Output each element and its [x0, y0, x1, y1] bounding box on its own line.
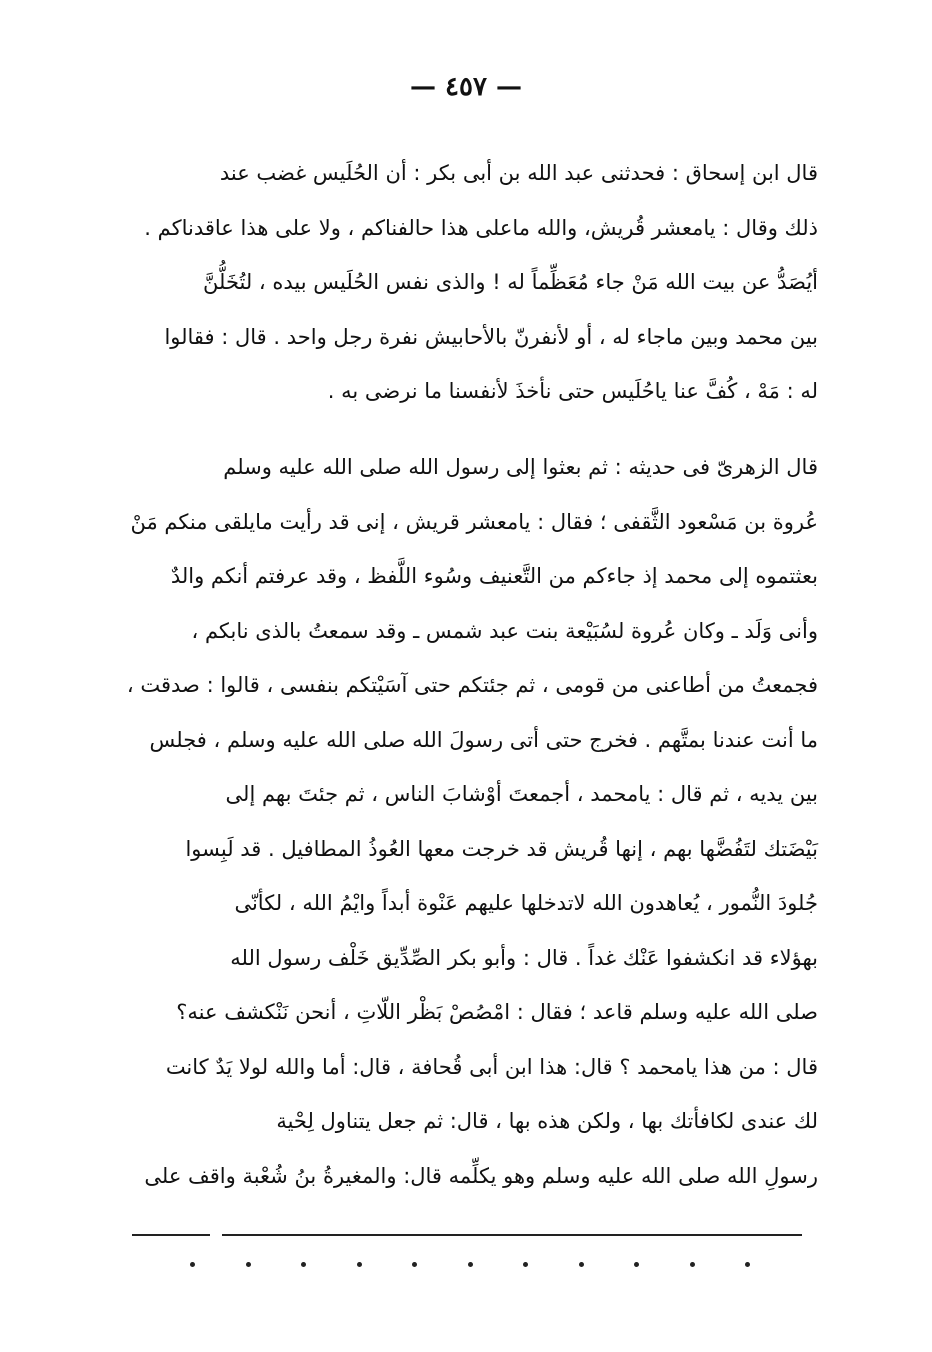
text-line: قال : من هذا يامحمد ؟ قال: هذا ابن أبى قُحافة ، قال: أما والله لولا يَدٌ كانت	[165, 1054, 818, 1079]
text-line: فجمعتُ من أطاعنى من قومى ، ثم جئتكم حتى آسَيْتكم بنفسى ، قالوا : صدقت ،	[126, 673, 818, 697]
footer-dot	[579, 1262, 584, 1267]
text-line: ما أنت عندنا بمتَّهم . فخرج حتى أتى رسولَ الله صلى الله عليه وسلم ، فجلس	[149, 727, 818, 752]
text-line: بهؤلاء قد انكشفوا عَنْك غداً . قال : وأبو بكر الصِّدِّيق خَلْف رسول الله	[230, 945, 818, 970]
footer-dots	[190, 1262, 750, 1267]
text-line: رسولِ الله صلى الله عليه وسلم وهو يكلِّمه قال: والمغيرةُ بنُ شُعْبة واقف على	[144, 1163, 818, 1188]
text-line: صلى الله عليه وسلم قاعد ؛ فقال : امْصُصْ بَظْر اللّاتِ ، أنحن نَنْكشف عنه؟	[176, 1000, 818, 1024]
text-line: ذلك وقال : يامعشر قُريش، والله ماعلى هذا حالفناكم ، ولا على هذا عاقدناكم .	[144, 215, 818, 240]
text-line: قال الزهرىّ فى حديثه : ثم بعثوا إلى رسول الله صلى الله عليه وسلم	[223, 455, 818, 479]
text-line: بعثتموه إلى محمد إذ جاءكم من التَّعنيف وسُوء اللَّفظ ، وقد عرفتم أنكم والدٌ	[170, 564, 818, 588]
footer-dot	[412, 1262, 417, 1267]
text-line: بين محمد وبين ماجاء له ، أو لأنفرنّ بالأحابيش نفرة رجل واحد . قال : فقالوا	[164, 324, 818, 349]
footer-dot	[246, 1262, 251, 1267]
footer-dot	[634, 1262, 639, 1267]
footer-rule	[222, 1234, 802, 1236]
footer-dot	[468, 1262, 473, 1267]
footer-dot	[301, 1262, 306, 1267]
text-line: وأنى وَلَد ـ وكان عُروة لسُبَيْعة بنت عبد شمس ـ وقد سمعتُ بالذى نابكم ،	[191, 618, 818, 643]
text-line: عُروة بن مَسْعود الثَّقفى ؛ فقال : يامعشر قريش ، إنى قد رأيت مايلقى منكم مَنْ	[130, 509, 818, 534]
text-line: جُلودَ النُّمور ، يُعاهدون الله لاتدخلها عليهم عَنْوة أبداً وايْمُ الله ، لكأنّى	[234, 891, 818, 915]
paragraph-hulays	[118, 146, 818, 419]
text-line: قال ابن إسحاق : فحدثنى عبد الله بن أبى بكر : أن الحُلَيس غضب عند	[219, 161, 818, 185]
text-line: بَيْضَتك لتَفُضَّها بهم ، إنها قُريش قد خرجت معها العُوذُ المطافيل . قد لَبِسوا	[185, 836, 818, 861]
paragraph-urwa	[118, 440, 818, 1203]
footer-dot	[357, 1262, 362, 1267]
text-line: أيُصَدُّ عن بيت الله مَنْ جاء مُعَظِّماً له ! والذى نفس الحُلَيس بيده ، لتُخَلُّنَّ	[203, 270, 818, 294]
text-line: لك عندى لكافأتك بها ، ولكن هذه بها ، قال: ثم جعل يتناول لِحْية	[276, 1109, 818, 1133]
footer-dot	[190, 1262, 195, 1267]
page-number: — ٤٥٧ —	[409, 72, 523, 102]
footer-dot	[523, 1262, 528, 1267]
footer-dot	[690, 1262, 695, 1267]
footer-dot	[745, 1262, 750, 1267]
text-line: بين يديه ، ثم قال : يامحمد ، أجمعتَ أوْشابَ الناس ، ثم جئتَ بهم إلى	[225, 782, 818, 806]
footer-rule-short	[132, 1234, 210, 1236]
text-line: له : مَهْ ، كُفَّ عنا ياحُلَيس حتى نأخذَ لأنفسنا ما نرضى به .	[327, 379, 818, 403]
